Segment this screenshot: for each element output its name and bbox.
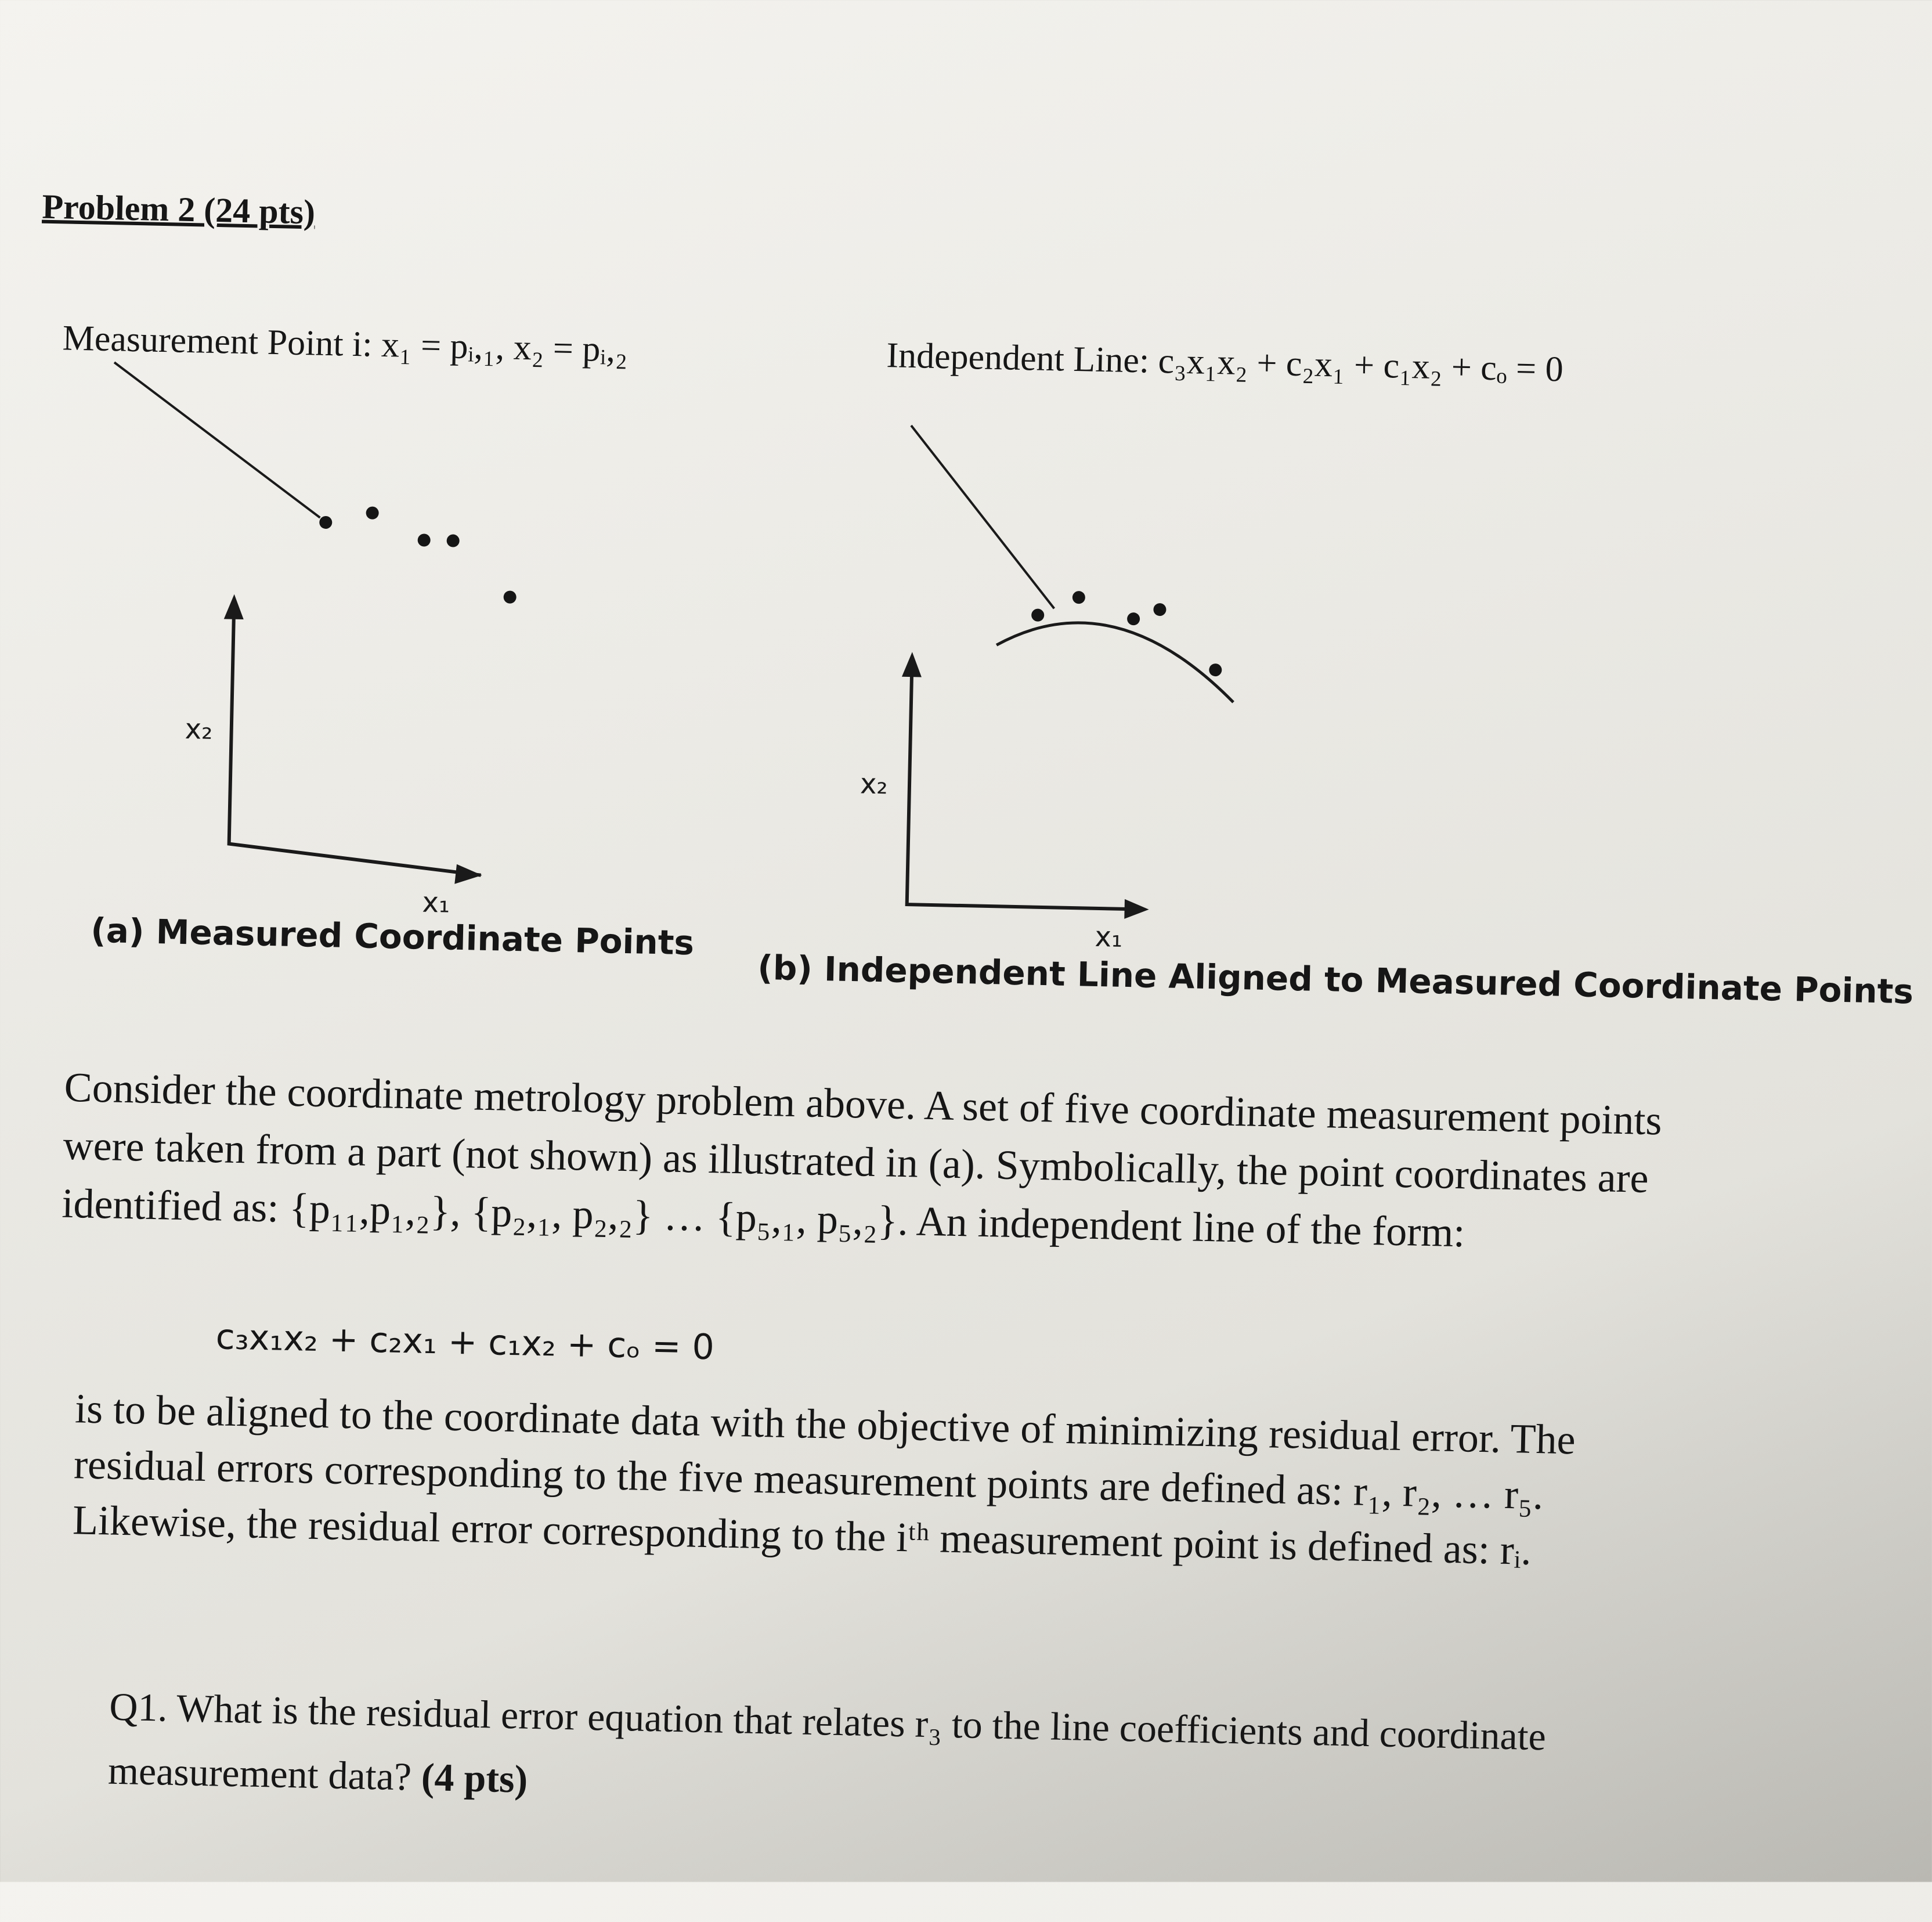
axes-b: [907, 672, 1147, 909]
axis-label-x1-a: x₁: [422, 886, 450, 919]
question-line: Q1. What is the residual error equation that relates r₃ to the line coefficients and coordinate: [109, 1684, 1547, 1759]
paragraph-line: Consider the coordinate metrology problem above. A set of five coordinate measurement points: [63, 1063, 1663, 1144]
measured-point: [503, 590, 516, 603]
paragraph-line: is to be aligned to the coordinate data with the objective of minimizing residual error. The: [74, 1385, 1576, 1463]
fitted-curve: [995, 621, 1235, 702]
measured-point: [319, 516, 332, 529]
measurement-point-label: Measurement Point i: x₁ = pᵢ,₁, x₂ = pᵢ,₂: [62, 318, 629, 370]
axis-label-x2-a: x₂: [185, 712, 213, 746]
arrow-right-a: [454, 864, 482, 885]
independent-line-label: Independent Line: c₃x₁x₂ + c₂x₁ + c₁x₂ + cₒ = 0: [886, 336, 1564, 390]
fit-point: [1127, 612, 1140, 625]
arrow-up-b: [902, 652, 922, 677]
axis-label-x1-b: x₁: [1095, 920, 1123, 954]
measurement-leader-line: [111, 362, 323, 517]
paragraph-line: identified as: {p₁₁,p₁,₂}, {p₂,₁, p₂,₂} … {p₅,₁, p₅,₂}. An independent line of the form:: [61, 1180, 1466, 1256]
figure-a: [103, 362, 521, 920]
question-points: (4 pts): [421, 1754, 528, 1801]
line-equation: c₃x₁x₂ + c₂x₁ + c₁x₂ + cₒ = 0: [215, 1317, 715, 1368]
arrow-up-a: [224, 594, 244, 619]
axis-label-x2-b: x₂: [860, 767, 889, 801]
fit-point: [1072, 591, 1085, 604]
problem-title: Problem 2 (24 pts): [41, 187, 316, 232]
fit-point: [1153, 603, 1166, 616]
measured-point: [417, 533, 430, 546]
fit-point: [1209, 663, 1222, 676]
caption-b: (b) Independent Line Aligned to Measured Coordinate Points: [757, 947, 1914, 1012]
arrow-right-b: [1124, 899, 1149, 919]
paragraph-line: Likewise, the residual error corresponding to the iᵗʰ measurement point is defined as: rᵢ.: [72, 1497, 1532, 1574]
figure-b: [857, 424, 1239, 955]
axes-a: [229, 615, 486, 875]
paragraph-line: residual errors corresponding to the five measurement points are defined as: r₁, r₂, … r₅.: [73, 1441, 1544, 1519]
measured-point: [446, 534, 459, 547]
measured-point: [366, 506, 378, 519]
problem-statement-paragraph: [62, 1058, 1806, 1269]
paragraph-line: were taken from a part (not shown) as illustrated in (a). Symbolically, the point coordinates are: [62, 1122, 1649, 1202]
question-text: measurement data?: [107, 1748, 412, 1799]
independent-leader-line: [908, 425, 1058, 608]
caption-a: (a) Measured Coordinate Points: [90, 910, 695, 963]
fit-point: [1031, 608, 1044, 621]
